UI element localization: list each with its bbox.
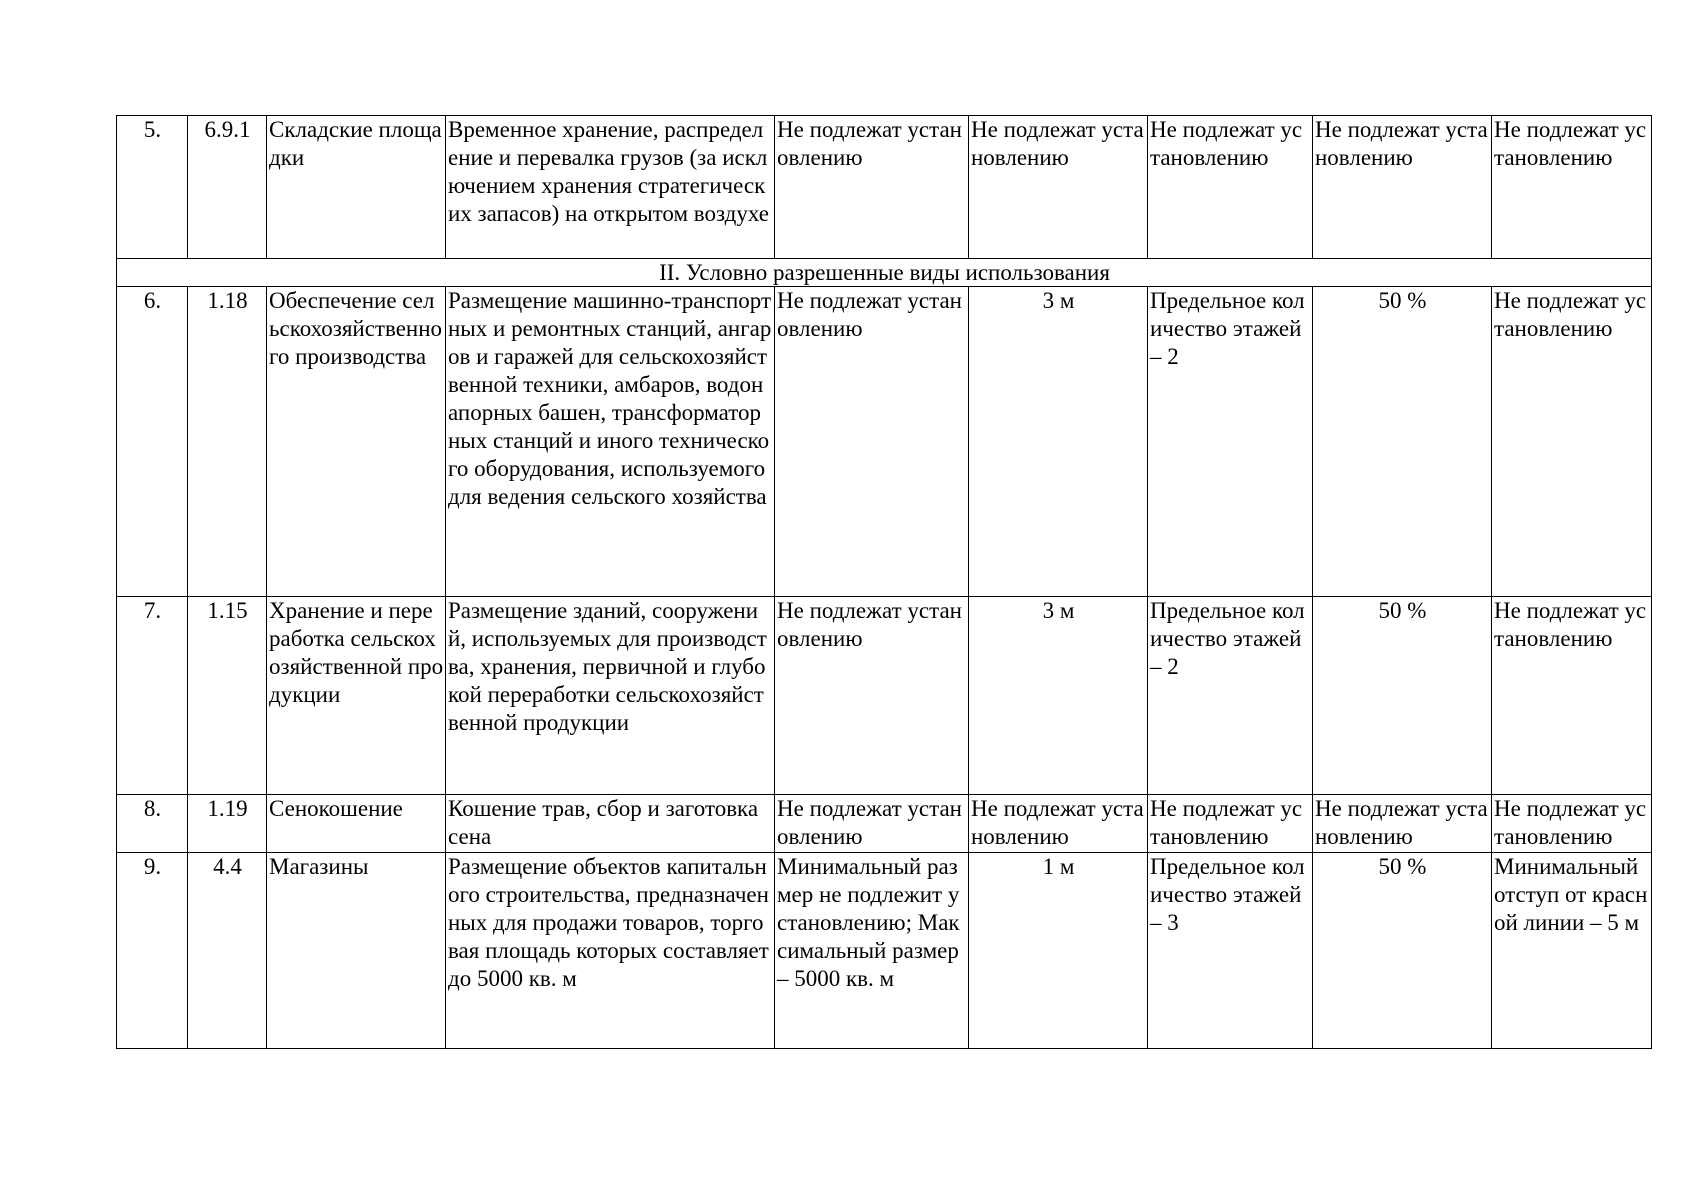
section-title: II. Условно разрешенные виды использования — [117, 259, 1652, 287]
row-use-name: Магазины — [267, 853, 446, 1049]
row-code: 1.19 — [188, 795, 267, 853]
row-other: Не подлежат установлению — [1492, 795, 1652, 853]
row-setback: 3 м — [969, 287, 1148, 597]
row-description: Временное хранение, распределение и перевалка грузов (за исключением хранения стратегических запасов) на открытом воздухе — [446, 116, 775, 259]
row-other: Минимальный отступ от красной линии – 5 м — [1492, 853, 1652, 1049]
row-description: Кошение трав, сбор и заготовка сена — [446, 795, 775, 853]
row-coverage: Не подлежат установлению — [1313, 795, 1492, 853]
zoning-table — [116, 115, 1652, 1049]
section-row — [117, 259, 1652, 287]
row-code: 1.18 — [188, 287, 267, 597]
row-description: Размещение машинно-транспортных и ремонтных станций, ангаров и гаражей для сельскохозяйственной техники, амбаров, водонапорных башен, трансформаторных станций и иного технического оборудования, используемого для ведения сельского хозяйства — [446, 287, 775, 597]
row-setback: Не подлежат установлению — [969, 795, 1148, 853]
row-setback: 1 м — [969, 853, 1148, 1049]
table-row — [117, 597, 1652, 795]
row-setback: 3 м — [969, 597, 1148, 795]
row-floors: Не подлежат установлению — [1148, 116, 1313, 259]
row-coverage: Не подлежат установлению — [1313, 116, 1492, 259]
row-description: Размещение зданий, сооружений, используемых для производства, хранения, первичной и глубокой переработки сельскохозяйственной продукции — [446, 597, 775, 795]
table-row — [117, 287, 1652, 597]
row-description: Размещение объектов капитального строительства, предназначенных для продажи товаров, торговая площадь которых составляет до 5000 кв. м — [446, 853, 775, 1049]
row-use-name: Складские площадки — [267, 116, 446, 259]
row-coverage: 50 % — [1313, 287, 1492, 597]
table-row — [117, 116, 1652, 259]
row-number: 7. — [117, 597, 188, 795]
row-number: 5. — [117, 116, 188, 259]
row-coverage: 50 % — [1313, 853, 1492, 1049]
row-code: 4.4 — [188, 853, 267, 1049]
row-floors: Предельное количество этажей – 3 — [1148, 853, 1313, 1049]
row-plot-size: Не подлежат установлению — [775, 116, 969, 259]
row-plot-size: Не подлежат установлению — [775, 597, 969, 795]
row-plot-size: Не подлежат установлению — [775, 795, 969, 853]
row-plot-size: Не подлежат установлению — [775, 287, 969, 597]
row-number: 9. — [117, 853, 188, 1049]
row-setback: Не подлежат установлению — [969, 116, 1148, 259]
table-row — [117, 853, 1652, 1049]
row-floors: Предельное количество этажей – 2 — [1148, 597, 1313, 795]
row-code: 6.9.1 — [188, 116, 267, 259]
row-use-name: Хранение и переработка сельскохозяйственной продукции — [267, 597, 446, 795]
row-other: Не подлежат установлению — [1492, 287, 1652, 597]
row-use-name: Сенокошение — [267, 795, 446, 853]
row-coverage: 50 % — [1313, 597, 1492, 795]
row-floors: Не подлежат установлению — [1148, 795, 1313, 853]
row-other: Не подлежат установлению — [1492, 597, 1652, 795]
row-use-name: Обеспечение сельскохозяйственного производства — [267, 287, 446, 597]
row-code: 1.15 — [188, 597, 267, 795]
table-row — [117, 795, 1652, 853]
row-other: Не подлежат установлению — [1492, 116, 1652, 259]
row-floors: Предельное количество этажей – 2 — [1148, 287, 1313, 597]
row-number: 8. — [117, 795, 188, 853]
row-number: 6. — [117, 287, 188, 597]
row-plot-size: Минимальный размер не подлежит установлению; Максимальный размер – 5000 кв. м — [775, 853, 969, 1049]
